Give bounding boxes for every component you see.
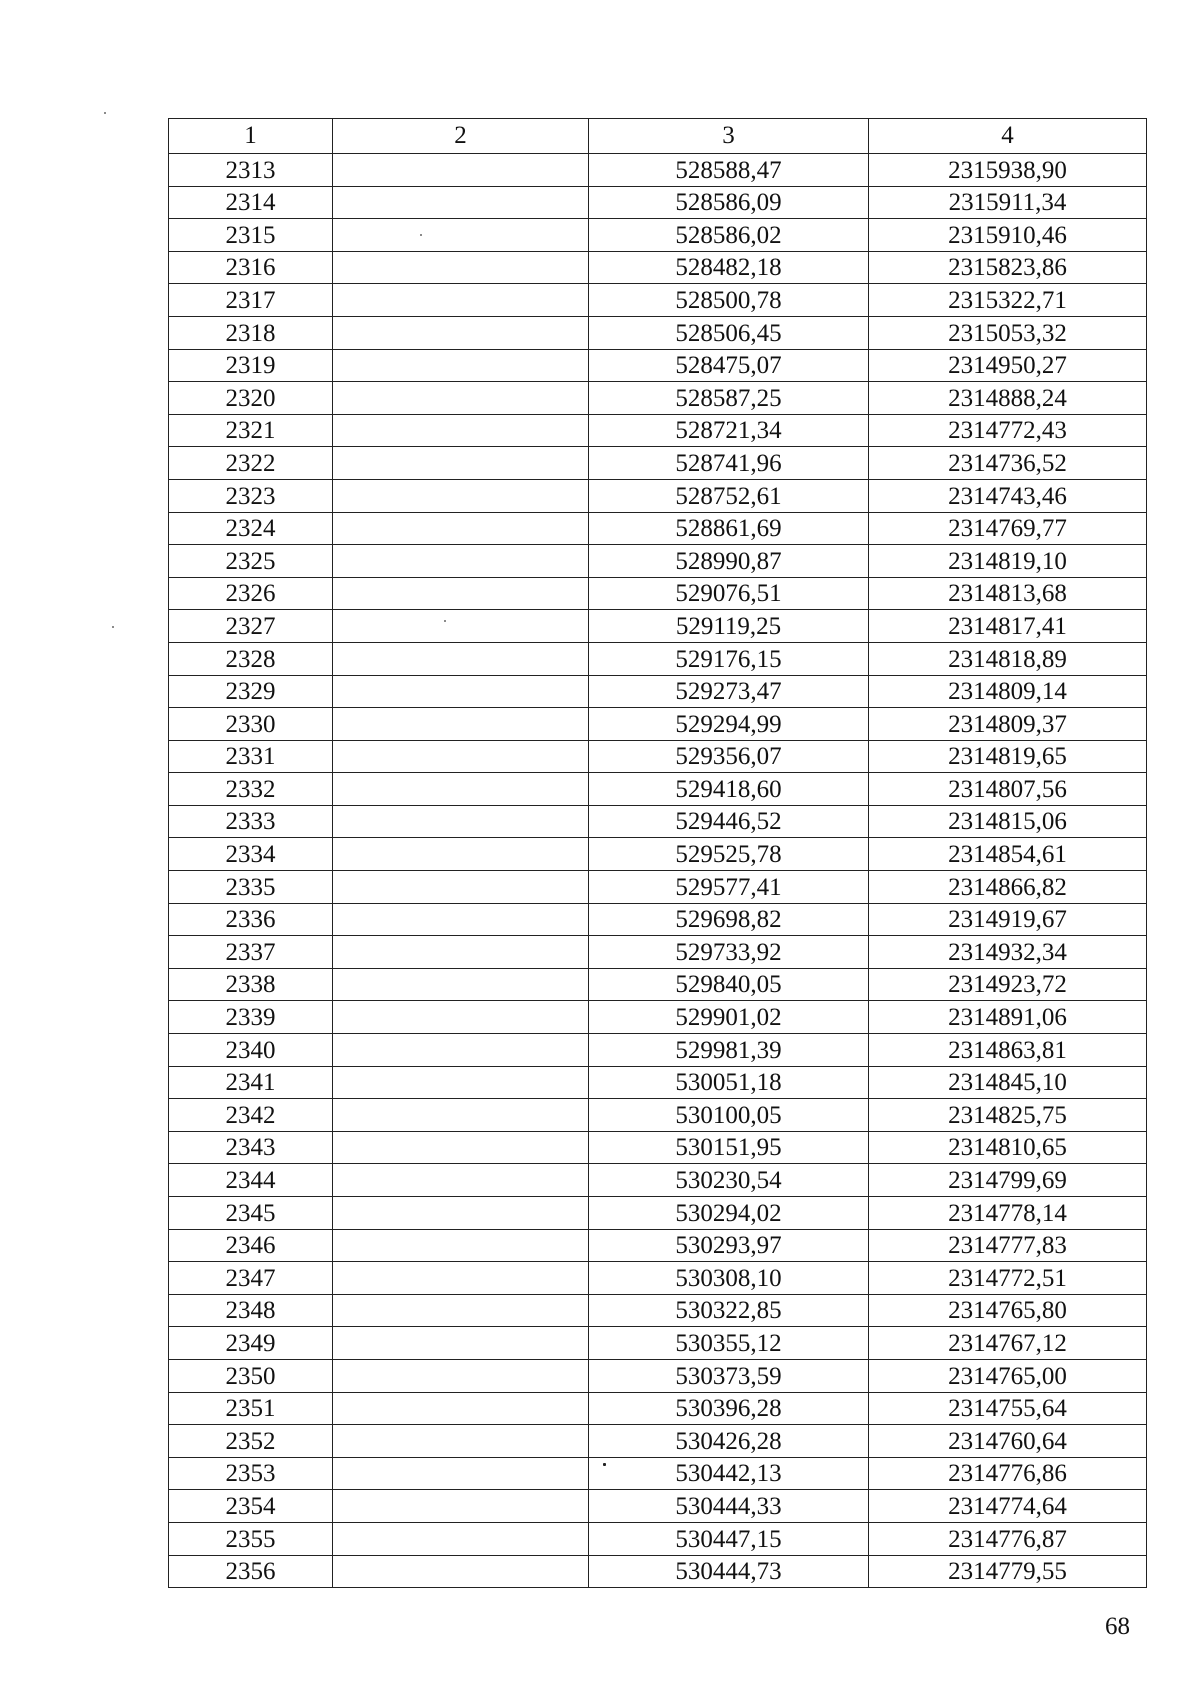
y-coordinate: 2315910,46 <box>869 219 1147 252</box>
x-coordinate: 528506,45 <box>589 316 869 349</box>
table-row <box>169 219 1147 252</box>
y-coordinate: 2315823,86 <box>869 251 1147 284</box>
y-coordinate: 2314772,43 <box>869 414 1147 447</box>
point-number: 2334 <box>169 838 333 871</box>
point-number: 2343 <box>169 1131 333 1164</box>
col-2-cell <box>333 512 589 545</box>
col-2-cell <box>333 871 589 904</box>
y-coordinate: 2314819,65 <box>869 740 1147 773</box>
x-coordinate: 528482,18 <box>589 251 869 284</box>
x-coordinate: 529294,99 <box>589 708 869 741</box>
point-number: 2340 <box>169 1034 333 1067</box>
col-2-cell <box>333 1522 589 1555</box>
table-row <box>169 414 1147 447</box>
col-2-cell <box>333 838 589 871</box>
col-2-cell <box>333 1001 589 1034</box>
header-col-1: 1 <box>169 119 333 154</box>
col-2-cell <box>333 1490 589 1523</box>
col-2-cell <box>333 936 589 969</box>
y-coordinate: 2314813,68 <box>869 577 1147 610</box>
y-coordinate: 2314866,82 <box>869 871 1147 904</box>
point-number: 2344 <box>169 1164 333 1197</box>
x-coordinate: 530444,73 <box>589 1555 869 1588</box>
table-body <box>169 154 1147 1588</box>
table-row <box>169 577 1147 610</box>
table-row <box>169 1327 1147 1360</box>
col-2-cell <box>333 1294 589 1327</box>
col-2-cell <box>333 675 589 708</box>
x-coordinate: 528741,96 <box>589 447 869 480</box>
col-2-cell <box>333 642 589 675</box>
scan-speck <box>112 626 114 628</box>
x-coordinate: 530373,59 <box>589 1359 869 1392</box>
x-coordinate: 529119,25 <box>589 610 869 643</box>
x-coordinate: 528500,78 <box>589 284 869 317</box>
table-row <box>169 154 1147 187</box>
table-row <box>169 1490 1147 1523</box>
point-number: 2346 <box>169 1229 333 1262</box>
x-coordinate: 530051,18 <box>589 1066 869 1099</box>
col-2-cell <box>333 1229 589 1262</box>
x-coordinate: 530322,85 <box>589 1294 869 1327</box>
table-row <box>169 1262 1147 1295</box>
col-2-cell <box>333 1197 589 1230</box>
col-2-cell <box>333 708 589 741</box>
x-coordinate: 529698,82 <box>589 903 869 936</box>
point-number: 2353 <box>169 1457 333 1490</box>
x-coordinate: 530293,97 <box>589 1229 869 1262</box>
col-2-cell <box>333 968 589 1001</box>
x-coordinate: 530447,15 <box>589 1522 869 1555</box>
table-row <box>169 479 1147 512</box>
point-number: 2330 <box>169 708 333 741</box>
point-number: 2345 <box>169 1197 333 1230</box>
x-coordinate: 528990,87 <box>589 545 869 578</box>
table-row <box>169 740 1147 773</box>
table-row <box>169 675 1147 708</box>
y-coordinate: 2314765,80 <box>869 1294 1147 1327</box>
y-coordinate: 2314863,81 <box>869 1034 1147 1067</box>
y-coordinate: 2314809,37 <box>869 708 1147 741</box>
table-row <box>169 1197 1147 1230</box>
col-2-cell <box>333 479 589 512</box>
x-coordinate: 529733,92 <box>589 936 869 969</box>
table-row <box>169 610 1147 643</box>
x-coordinate: 530355,12 <box>589 1327 869 1360</box>
col-2-cell <box>333 447 589 480</box>
scan-speck <box>603 1463 606 1466</box>
table-row <box>169 1555 1147 1588</box>
y-coordinate: 2314772,51 <box>869 1262 1147 1295</box>
y-coordinate: 2314854,61 <box>869 838 1147 871</box>
table-row <box>169 1131 1147 1164</box>
point-number: 2338 <box>169 968 333 1001</box>
point-number: 2336 <box>169 903 333 936</box>
y-coordinate: 2314923,72 <box>869 968 1147 1001</box>
y-coordinate: 2315053,32 <box>869 316 1147 349</box>
y-coordinate: 2314799,69 <box>869 1164 1147 1197</box>
y-coordinate: 2314815,06 <box>869 805 1147 838</box>
table-row <box>169 545 1147 578</box>
point-number: 2350 <box>169 1359 333 1392</box>
y-coordinate: 2314736,52 <box>869 447 1147 480</box>
y-coordinate: 2314819,10 <box>869 545 1147 578</box>
x-coordinate: 529356,07 <box>589 740 869 773</box>
x-coordinate: 530444,33 <box>589 1490 869 1523</box>
col-2-cell <box>333 316 589 349</box>
x-coordinate: 530100,05 <box>589 1099 869 1132</box>
point-number: 2349 <box>169 1327 333 1360</box>
col-2-cell <box>333 1457 589 1490</box>
y-coordinate: 2314888,24 <box>869 382 1147 415</box>
point-number: 2341 <box>169 1066 333 1099</box>
y-coordinate: 2314779,55 <box>869 1555 1147 1588</box>
scan-speck <box>420 234 422 236</box>
table-row <box>169 316 1147 349</box>
point-number: 2348 <box>169 1294 333 1327</box>
table-row <box>169 968 1147 1001</box>
x-coordinate: 528475,07 <box>589 349 869 382</box>
col-2-cell <box>333 1425 589 1458</box>
y-coordinate: 2314845,10 <box>869 1066 1147 1099</box>
col-2-cell <box>333 1262 589 1295</box>
table-row <box>169 1066 1147 1099</box>
point-number: 2318 <box>169 316 333 349</box>
y-coordinate: 2314777,83 <box>869 1229 1147 1262</box>
scan-speck <box>444 620 446 622</box>
x-coordinate: 529446,52 <box>589 805 869 838</box>
point-number: 2342 <box>169 1099 333 1132</box>
table-row <box>169 1099 1147 1132</box>
point-number: 2313 <box>169 154 333 187</box>
y-coordinate: 2314809,14 <box>869 675 1147 708</box>
y-coordinate: 2314919,67 <box>869 903 1147 936</box>
table-row <box>169 186 1147 219</box>
point-number: 2331 <box>169 740 333 773</box>
point-number: 2323 <box>169 479 333 512</box>
x-coordinate: 528586,02 <box>589 219 869 252</box>
table-row <box>169 251 1147 284</box>
point-number: 2328 <box>169 642 333 675</box>
col-2-cell <box>333 284 589 317</box>
x-coordinate: 529176,15 <box>589 642 869 675</box>
table-row <box>169 1229 1147 1262</box>
y-coordinate: 2314776,87 <box>869 1522 1147 1555</box>
col-2-cell <box>333 186 589 219</box>
table-row <box>169 871 1147 904</box>
point-number: 2320 <box>169 382 333 415</box>
x-coordinate: 529577,41 <box>589 871 869 904</box>
col-2-cell <box>333 773 589 806</box>
table-row <box>169 642 1147 675</box>
header-col-4: 4 <box>869 119 1147 154</box>
y-coordinate: 2314774,64 <box>869 1490 1147 1523</box>
col-2-cell <box>333 577 589 610</box>
point-number: 2332 <box>169 773 333 806</box>
x-coordinate: 529525,78 <box>589 838 869 871</box>
y-coordinate: 2314755,64 <box>869 1392 1147 1425</box>
x-coordinate: 530230,54 <box>589 1164 869 1197</box>
header-row <box>169 119 1147 154</box>
point-number: 2314 <box>169 186 333 219</box>
y-coordinate: 2314778,14 <box>869 1197 1147 1230</box>
point-number: 2333 <box>169 805 333 838</box>
col-2-cell <box>333 1327 589 1360</box>
x-coordinate: 528752,61 <box>589 479 869 512</box>
table-row <box>169 1164 1147 1197</box>
table-row <box>169 512 1147 545</box>
table-row <box>169 838 1147 871</box>
col-2-cell <box>333 1099 589 1132</box>
table-header <box>169 119 1147 154</box>
col-2-cell <box>333 219 589 252</box>
col-2-cell <box>333 740 589 773</box>
col-2-cell <box>333 1131 589 1164</box>
point-number: 2335 <box>169 871 333 904</box>
x-coordinate: 528587,25 <box>589 382 869 415</box>
point-number: 2337 <box>169 936 333 969</box>
header-col-3: 3 <box>589 119 869 154</box>
coordinates-table <box>168 118 1147 1588</box>
y-coordinate: 2314817,41 <box>869 610 1147 643</box>
col-2-cell <box>333 545 589 578</box>
col-2-cell <box>333 1066 589 1099</box>
page-number: 68 <box>1105 1613 1130 1640</box>
x-coordinate: 528721,34 <box>589 414 869 447</box>
x-coordinate: 530308,10 <box>589 1262 869 1295</box>
y-coordinate: 2315911,34 <box>869 186 1147 219</box>
y-coordinate: 2314767,12 <box>869 1327 1147 1360</box>
table-row <box>169 1457 1147 1490</box>
y-coordinate: 2314765,00 <box>869 1359 1147 1392</box>
col-2-cell <box>333 610 589 643</box>
x-coordinate: 528586,09 <box>589 186 869 219</box>
table-row <box>169 936 1147 969</box>
table-row <box>169 805 1147 838</box>
point-number: 2317 <box>169 284 333 317</box>
point-number: 2326 <box>169 577 333 610</box>
y-coordinate: 2314891,06 <box>869 1001 1147 1034</box>
x-coordinate: 530151,95 <box>589 1131 869 1164</box>
table-row <box>169 773 1147 806</box>
point-number: 2351 <box>169 1392 333 1425</box>
table-row <box>169 1034 1147 1067</box>
scan-speck <box>104 112 106 114</box>
point-number: 2347 <box>169 1262 333 1295</box>
x-coordinate: 530396,28 <box>589 1392 869 1425</box>
x-coordinate: 530294,02 <box>589 1197 869 1230</box>
point-number: 2316 <box>169 251 333 284</box>
col-2-cell <box>333 251 589 284</box>
col-2-cell <box>333 349 589 382</box>
x-coordinate: 529273,47 <box>589 675 869 708</box>
table-row <box>169 382 1147 415</box>
col-2-cell <box>333 1359 589 1392</box>
col-2-cell <box>333 1392 589 1425</box>
y-coordinate: 2314760,64 <box>869 1425 1147 1458</box>
y-coordinate: 2314776,86 <box>869 1457 1147 1490</box>
point-number: 2327 <box>169 610 333 643</box>
x-coordinate: 529840,05 <box>589 968 869 1001</box>
table-row <box>169 447 1147 480</box>
y-coordinate: 2314932,34 <box>869 936 1147 969</box>
y-coordinate: 2314807,56 <box>869 773 1147 806</box>
table-row <box>169 1392 1147 1425</box>
point-number: 2339 <box>169 1001 333 1034</box>
table-row <box>169 1359 1147 1392</box>
col-2-cell <box>333 1555 589 1588</box>
table-row <box>169 1294 1147 1327</box>
y-coordinate: 2314825,75 <box>869 1099 1147 1132</box>
table-row <box>169 1425 1147 1458</box>
point-number: 2355 <box>169 1522 333 1555</box>
point-number: 2352 <box>169 1425 333 1458</box>
x-coordinate: 529901,02 <box>589 1001 869 1034</box>
point-number: 2329 <box>169 675 333 708</box>
point-number: 2356 <box>169 1555 333 1588</box>
y-coordinate: 2314950,27 <box>869 349 1147 382</box>
y-coordinate: 2314769,77 <box>869 512 1147 545</box>
x-coordinate: 529076,51 <box>589 577 869 610</box>
col-2-cell <box>333 382 589 415</box>
header-col-2: 2 <box>333 119 589 154</box>
table-row <box>169 708 1147 741</box>
point-number: 2325 <box>169 545 333 578</box>
x-coordinate: 529418,60 <box>589 773 869 806</box>
y-coordinate: 2314743,46 <box>869 479 1147 512</box>
x-coordinate: 529981,39 <box>589 1034 869 1067</box>
table-row <box>169 284 1147 317</box>
col-2-cell <box>333 903 589 936</box>
point-number: 2354 <box>169 1490 333 1523</box>
table-row <box>169 1001 1147 1034</box>
y-coordinate: 2314810,65 <box>869 1131 1147 1164</box>
col-2-cell <box>333 805 589 838</box>
point-number: 2315 <box>169 219 333 252</box>
point-number: 2321 <box>169 414 333 447</box>
table-row <box>169 903 1147 936</box>
table-row <box>169 1522 1147 1555</box>
col-2-cell <box>333 1034 589 1067</box>
y-coordinate: 2315322,71 <box>869 284 1147 317</box>
y-coordinate: 2315938,90 <box>869 154 1147 187</box>
col-2-cell <box>333 1164 589 1197</box>
x-coordinate: 528588,47 <box>589 154 869 187</box>
table-row <box>169 349 1147 382</box>
col-2-cell <box>333 154 589 187</box>
point-number: 2322 <box>169 447 333 480</box>
x-coordinate: 530442,13 <box>589 1457 869 1490</box>
point-number: 2324 <box>169 512 333 545</box>
point-number: 2319 <box>169 349 333 382</box>
y-coordinate: 2314818,89 <box>869 642 1147 675</box>
col-2-cell <box>333 414 589 447</box>
x-coordinate: 530426,28 <box>589 1425 869 1458</box>
x-coordinate: 528861,69 <box>589 512 869 545</box>
